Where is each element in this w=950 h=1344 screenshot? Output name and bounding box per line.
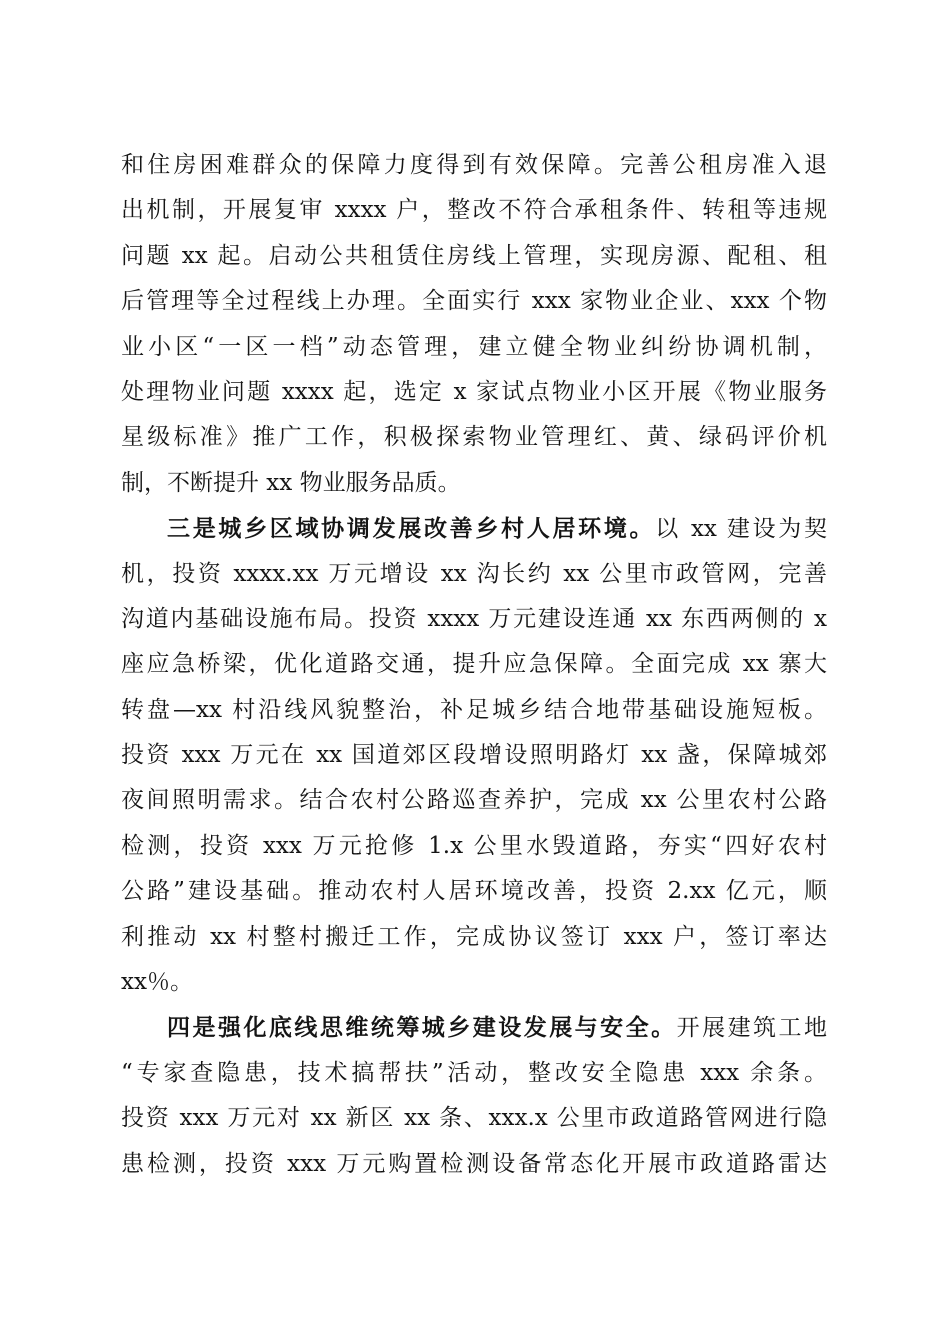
paragraph-first-line — [121, 506, 827, 551]
text-line: 投资 xxx 万元在 xx 国道郊区段增设照明路灯 xx 盏，保障城郊 — [121, 742, 827, 769]
text-line: 星级标准》推广工作，积极探索物业管理红、黄、绿码评价机 — [121, 424, 827, 451]
text-line: “专家查隐患，技术搞帮扶”活动，整改安全隐患 xxx 余条。 — [121, 1059, 827, 1086]
text-line: 和住房困难群众的保障力度得到有效保障。完善公租房准入退 — [121, 152, 827, 178]
text-run: 开展建筑工地 — [676, 1015, 828, 1042]
text-line: 后管理等全过程线上办理。全面实行 xxx 家物业企业、xxx 个物 — [121, 288, 827, 315]
text-line: 问题 xx 起。启动公共租赁住房线上管理，实现房源、配租、租 — [121, 242, 827, 269]
text-line: 利推动 xx 村整村搬迁工作，完成协议签订 xxx 户，签订率达 — [121, 923, 827, 950]
text-line: 患检测，投资 xxx 万元购置检测设备常态化开展市政道路雷达 — [121, 1150, 827, 1177]
text-line: 座应急桥梁，优化道路交通，提升应急保障。全面完成 xx 寨大 — [121, 651, 827, 678]
section-heading: 四是强化底线思维统筹城乡建设发展与安全。 — [167, 1014, 677, 1042]
text-line: 处理物业问题 xxxx 起，选定 x 家试点物业小区开展《物业服务 — [121, 378, 827, 405]
text-line: 夜间照明需求。结合农村公路巡查养护，完成 xx 公里农村公路 — [121, 787, 827, 814]
text-run: 以 xx 建设为契 — [655, 516, 827, 543]
section-heading: 三是城乡区域协调发展改善乡村人居环境。 — [167, 515, 656, 543]
text-line: 机，投资 xxxx.xx 万元增设 xx 沟长约 xx 公里市政管网，完善 — [121, 560, 827, 587]
text-line: 检测，投资 xxx 万元抢修 1.x 公里水毁道路，夯实“四好农村 — [121, 832, 827, 859]
paragraph-first-line — [121, 1005, 827, 1050]
text-line: 公路”建设基础。推动农村人居环境改善，投资 2.xx 亿元，顺 — [121, 878, 827, 905]
text-line: 投资 xxx 万元对 xx 新区 xx 条、xxx.x 公里市政道路管网进行隐 — [121, 1105, 827, 1132]
text-line: 沟道内基础设施布局。投资 xxxx 万元建设连通 xx 东西两侧的 x — [121, 605, 827, 632]
text-line: xx％。 — [121, 969, 193, 996]
text-line: 出机制，开展复审 xxxx 户，整改不符合承租条件、转租等违规 — [121, 197, 827, 224]
text-line: 制，不断提升 xx 物业服务品质。 — [121, 469, 461, 496]
text-line: 业小区“一区一档”动态管理，建立健全物业纠纷协调机制， — [121, 333, 827, 360]
document-body — [121, 143, 827, 1187]
text-line: 转盘—xx 村沿线风貌整治，补足城乡结合地带基础设施短板。 — [121, 696, 827, 723]
